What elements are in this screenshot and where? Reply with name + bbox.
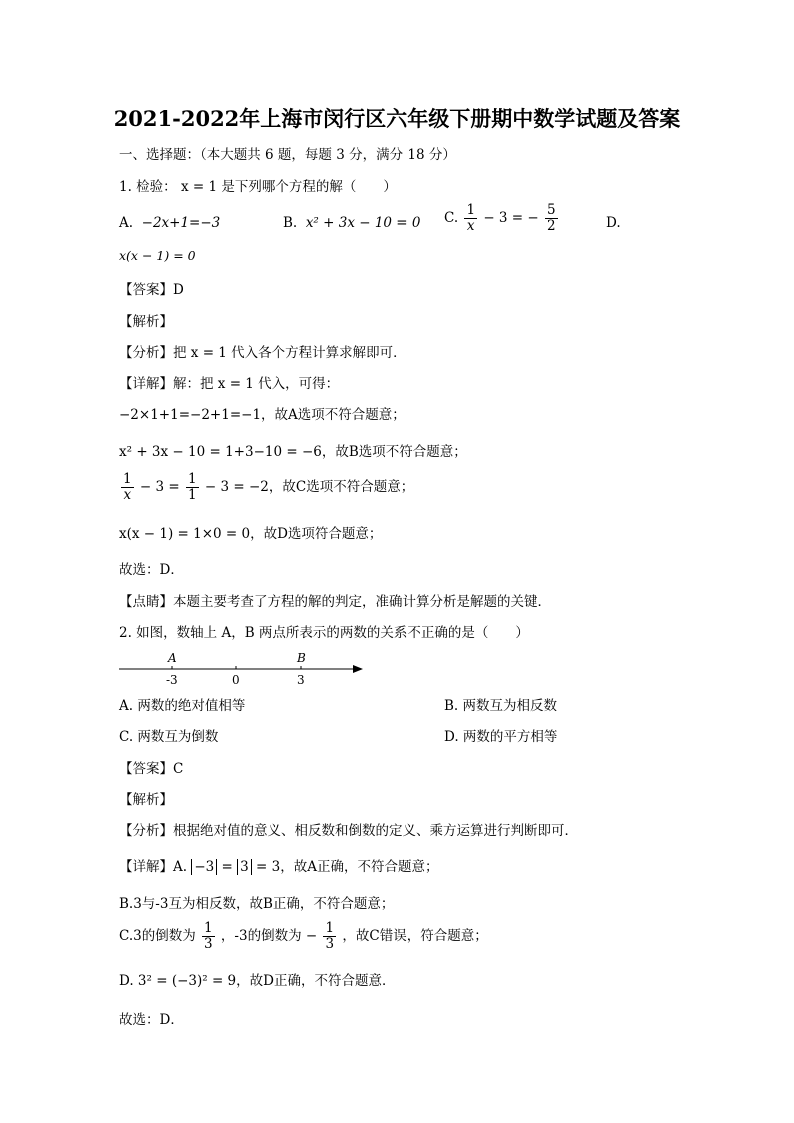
q2-line-c-frac2 [323, 921, 336, 952]
q1-option-b-text: x² + 3x − 10 = 0 [305, 215, 421, 231]
q1-analysis-heading: 【解析】 [119, 314, 173, 330]
tick-label-3: 3 [297, 673, 305, 687]
q2-line-d: D. 3² = (−3)² = 9，故D正确，不符合题意． [119, 973, 396, 989]
q2-line-c [119, 921, 488, 952]
q1-line3 [119, 472, 414, 503]
q2-xiangjie-suffix: = 3，故A正确，不符合题意； [256, 859, 439, 875]
point-label-b: B [297, 651, 306, 665]
section-heading: 一、选择题：（本大题共 6 题，每题 3 分，满分 18 分） [119, 147, 456, 163]
frac-num: 1 [187, 471, 197, 487]
tick-label-neg3: -3 [166, 673, 178, 687]
q1-stem: 1. 检验： x = 1 是下列哪个方程的解（ ） [119, 179, 397, 195]
q1-option-c [444, 203, 560, 234]
q2-xiangjie [119, 857, 439, 877]
q1-line4: x(x − 1) = 1×0 = 0，故D选项符合题意； [119, 526, 383, 542]
q2-fenxi: 【分析】根据绝对值的意义、相反数和倒数的定义、乘方运算进行判断即可． [119, 823, 578, 839]
frac-den: x [466, 218, 475, 234]
q2-option-b: B. 两数互为相反数 [444, 698, 558, 714]
q1-option-c-label: C. [444, 210, 459, 226]
q1-dianjing: 【点睛】本题主要考查了方程的解的判定，准确计算分析是解题的关键． [119, 594, 551, 610]
q1-option-d-label: D. [606, 215, 621, 231]
q1-line3-frac1 [121, 472, 134, 503]
q1-option-a-text: −2x+1=−3 [141, 215, 221, 231]
q1-option-b [283, 213, 421, 233]
abs-value-neg3: −3 [191, 859, 217, 875]
tick-label-0: 0 [232, 673, 240, 687]
q1-fenxi: 【分析】把 x = 1 代入各个方程计算求解即可． [119, 345, 407, 361]
q1-option-b-label: B. [283, 215, 298, 231]
frac-den: 3 [204, 936, 213, 952]
q2-analysis-heading: 【解析】 [119, 792, 173, 808]
equals-sign: = [221, 859, 233, 875]
q1-option-c-fraction [464, 203, 477, 234]
q1-option-d-text: x(x − 1) = 0 [119, 248, 196, 263]
q1-line3-mid: − 3 = [139, 479, 180, 495]
number-line [119, 650, 369, 690]
q2-conclusion: 故选：D． [119, 1012, 184, 1028]
q2-xiangjie-prefix: 【详解】A. [119, 859, 188, 875]
q2-line-c-suffix: ，故C错误，符合题意； [342, 928, 488, 944]
q1-option-a-label: A. [119, 215, 134, 231]
q1-line1: −2×1+1=−2+1=−1，故A选项不符合题意； [119, 407, 406, 423]
frac-num: 1 [466, 202, 476, 218]
q1-line3-end: − 3 = −2，故C选项不符合题意； [204, 479, 415, 495]
q1-xiangjie: 【详解】解：把 x = 1 代入，可得： [119, 376, 340, 392]
q1-conclusion: 故选：D． [119, 562, 184, 578]
q2-line-c-prefix: C.3的倒数为 [119, 928, 196, 944]
q2-option-c: C. 两数互为倒数 [119, 729, 219, 745]
q2-line-c-frac1 [202, 921, 215, 952]
q1-option-a [119, 213, 220, 233]
frac-num: 1 [325, 920, 335, 936]
q1-option-c-fraction2 [545, 203, 558, 234]
frac-den: x [123, 487, 132, 503]
abs-value-3: 3 [237, 859, 252, 875]
q2-line-c-mid: ，-3的倒数为 − [220, 928, 318, 944]
q2-option-a: A. 两数的绝对值相等 [119, 698, 246, 714]
q2-answer: 【答案】C [119, 761, 184, 777]
q1-option-c-mid: − 3 = − [483, 210, 539, 226]
frac-den: 2 [547, 218, 556, 234]
frac-num: 1 [204, 920, 213, 936]
point-label-a: A [168, 651, 177, 665]
frac-num: 1 [123, 471, 132, 487]
q2-line-b: B.3与-3互为相反数，故B正确，不符合题意； [119, 896, 395, 912]
q2-option-d: D. 两数的平方相等 [444, 729, 558, 745]
number-line-arrow [353, 665, 363, 673]
q1-answer: 【答案】D [119, 282, 184, 298]
frac-den: 1 [187, 487, 197, 503]
q2-stem: 2. 如图，数轴上 A，B 两点所表示的两数的关系不正确的是（ ） [119, 625, 529, 641]
q1-line3-frac2 [186, 472, 199, 503]
q1-line2: x² + 3x − 10 = 1+3−10 = −6，故B选项不符合题意； [119, 444, 467, 460]
frac-den: 3 [325, 936, 335, 952]
frac-num: 5 [547, 202, 556, 218]
document-title: 2021-2022年上海市闵行区六年级下册期中数学试题及答案 [113, 106, 681, 131]
